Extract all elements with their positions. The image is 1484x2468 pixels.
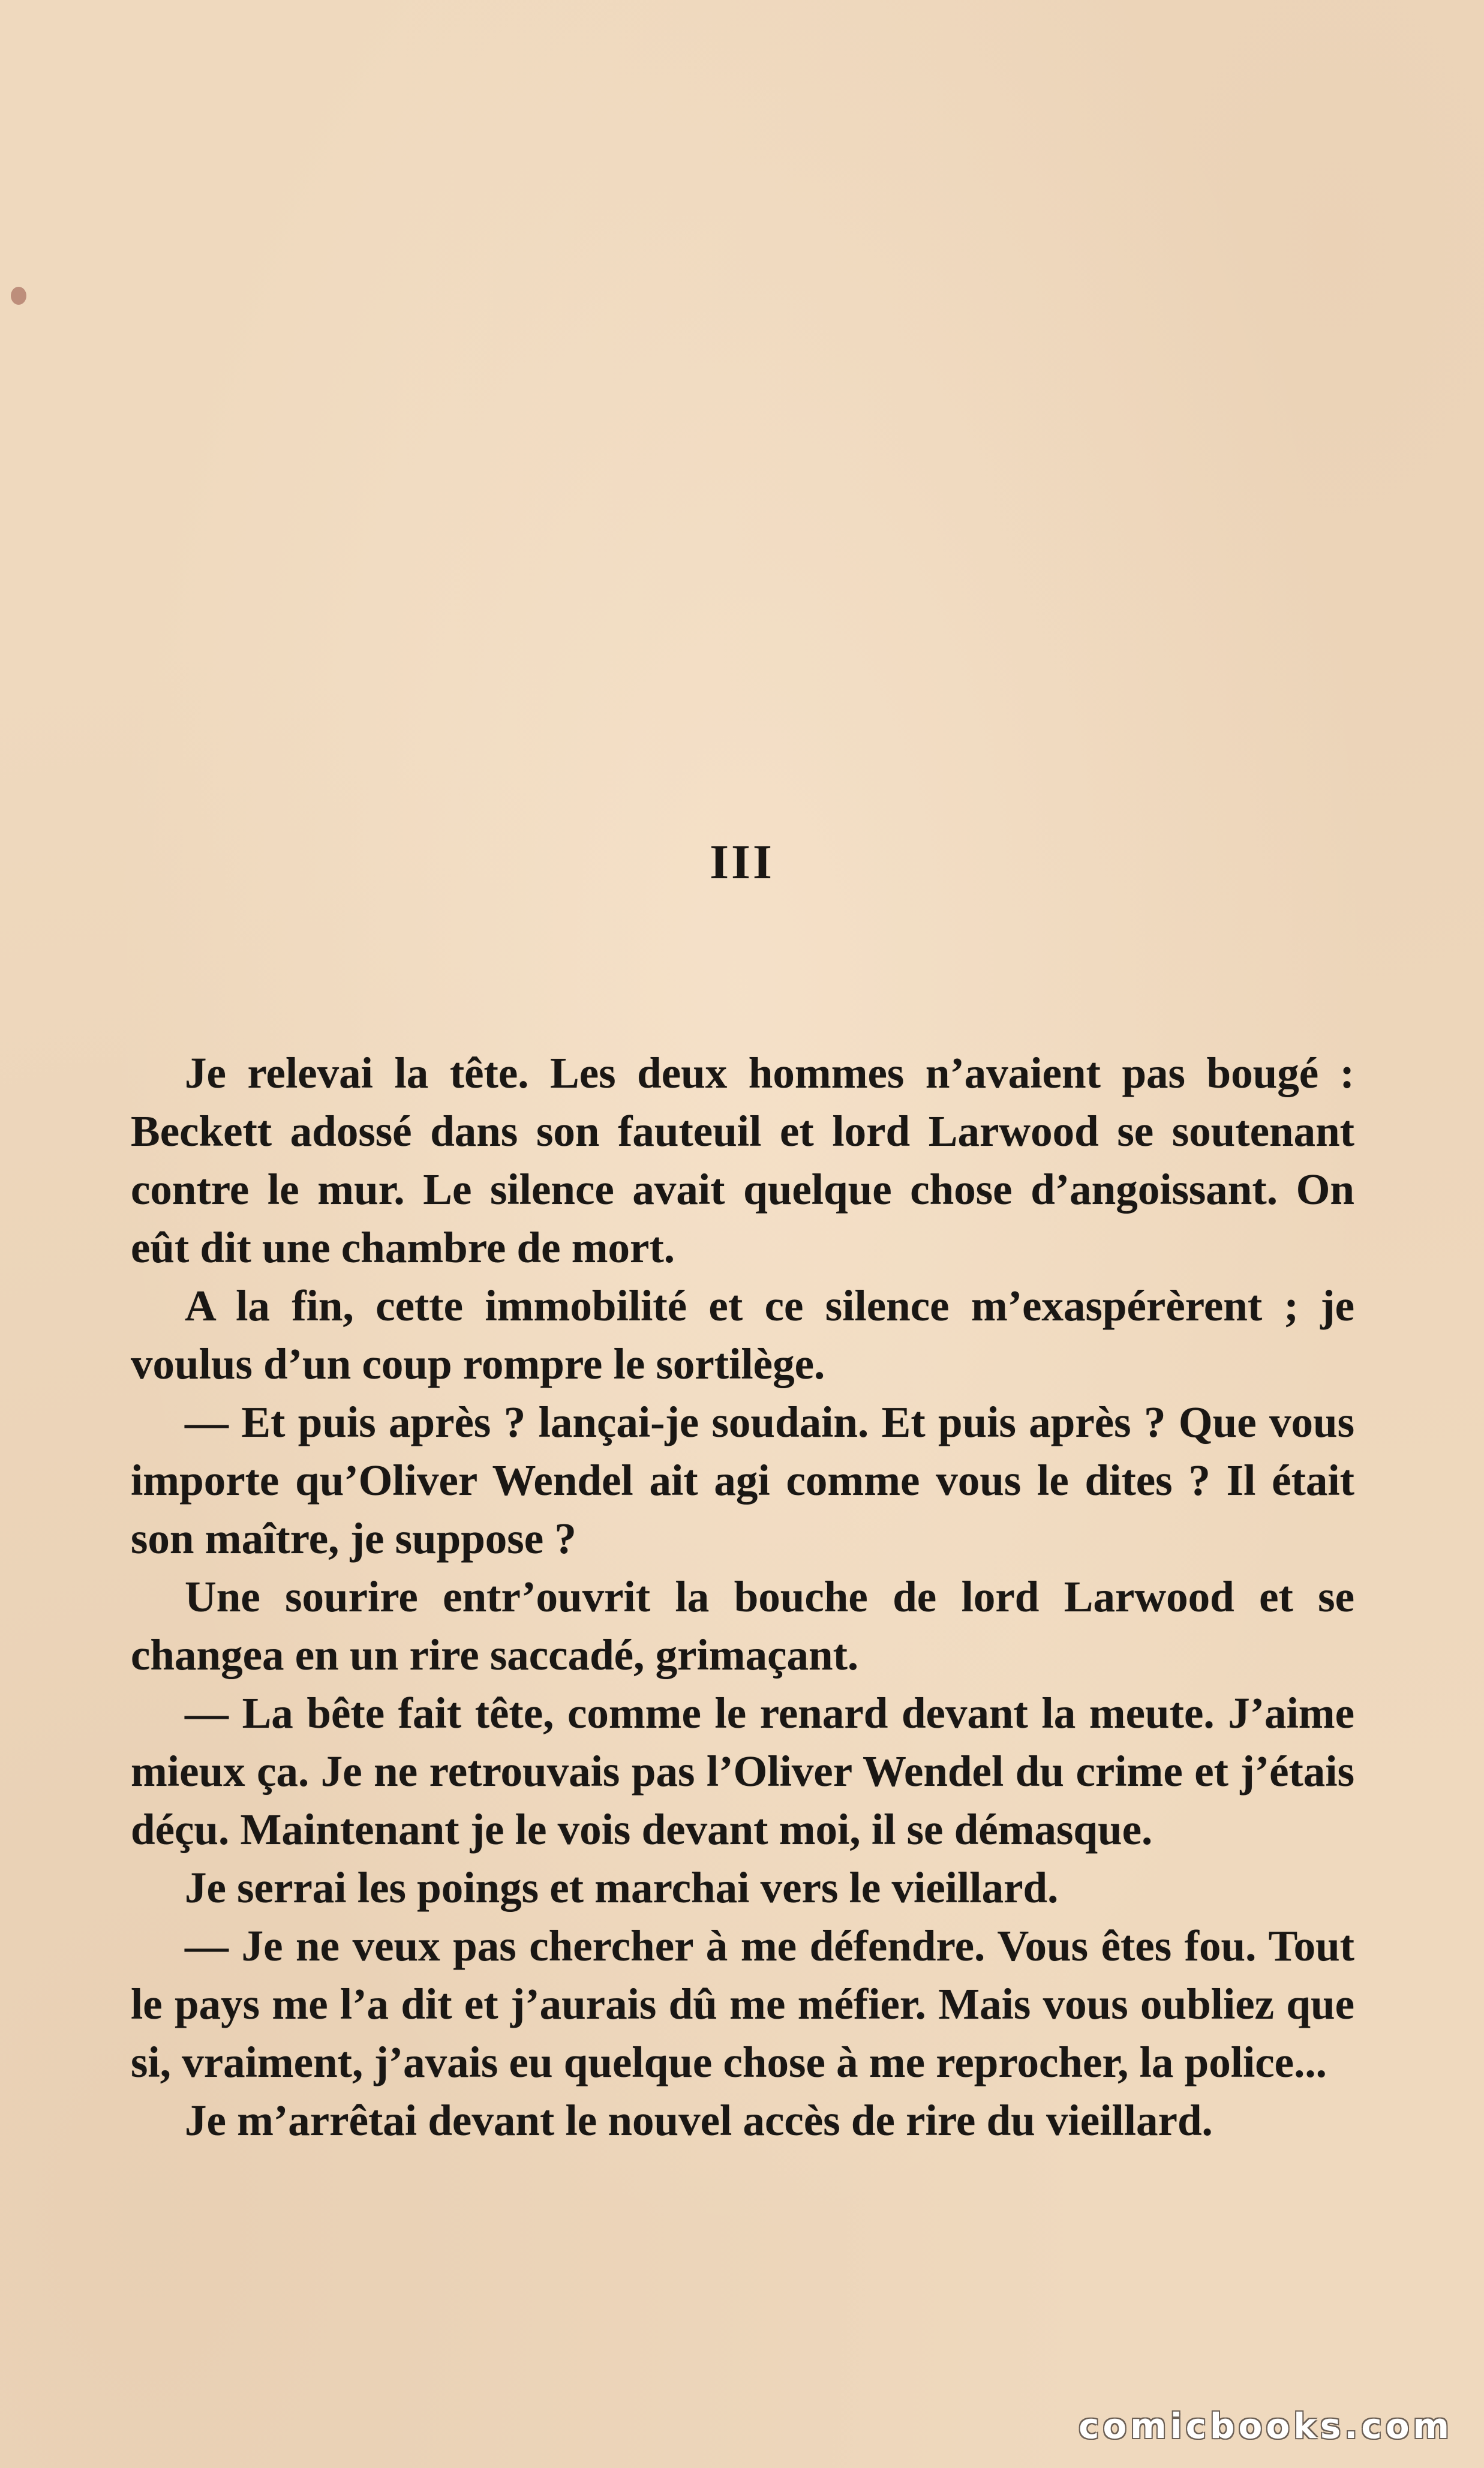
paragraph: Une sourire entr’ouvrit la bouche de lord Larwood et se changea en un rire saccadé, grimaçant. bbox=[131, 1572, 1354, 1679]
paragraph: — Je ne veux pas chercher à me défendre. Vous êtes fou. Tout le pays me l’a dit et j’aurais dû me méfier. Mais vous oubliez que si, vraiment, j’avais eu quelque chose à me reprocher, la police... bbox=[131, 1921, 1354, 2086]
paper-stain bbox=[11, 287, 26, 305]
paragraph: Je serrai les poings et marchai vers le vieillard. bbox=[185, 1863, 1059, 1912]
watermark: comicbooks.com bbox=[1079, 2406, 1453, 2446]
paragraph: Je m’arrêtai devant le nouvel accès de rire du vieillard. bbox=[185, 2096, 1213, 2145]
paragraph: Je relevai la tête. Les deux hommes n’avaient pas bougé : Beckett adossé dans son fauteuil et lord Larwood se soutenant contre le mur. Le silence avait quelque chose d’angoissant. On eût dit une chambre de mort. bbox=[131, 1049, 1354, 1272]
paragraph: — Et puis après ? lançai-je soudain. Et puis après ? Que vous importe qu’Oliver Wendel ait agi comme vous le dites ? Il était son maître, je suppose ? bbox=[131, 1398, 1354, 1563]
paragraph: A la fin, cette immobilité et ce silence m’exaspérèrent ; je voulus d’un coup rompre le sortilège. bbox=[131, 1281, 1354, 1388]
paragraph: — La bête fait tête, comme le renard devant la meute. J’aime mieux ça. Je ne retrouvais pas l’Oliver Wendel du crime et j’étais déçu. Maintenant je le vois devant moi, il se démasque. bbox=[131, 1689, 1354, 1854]
chapter-number: III bbox=[710, 834, 774, 889]
chapter-body bbox=[131, 1044, 1354, 2149]
